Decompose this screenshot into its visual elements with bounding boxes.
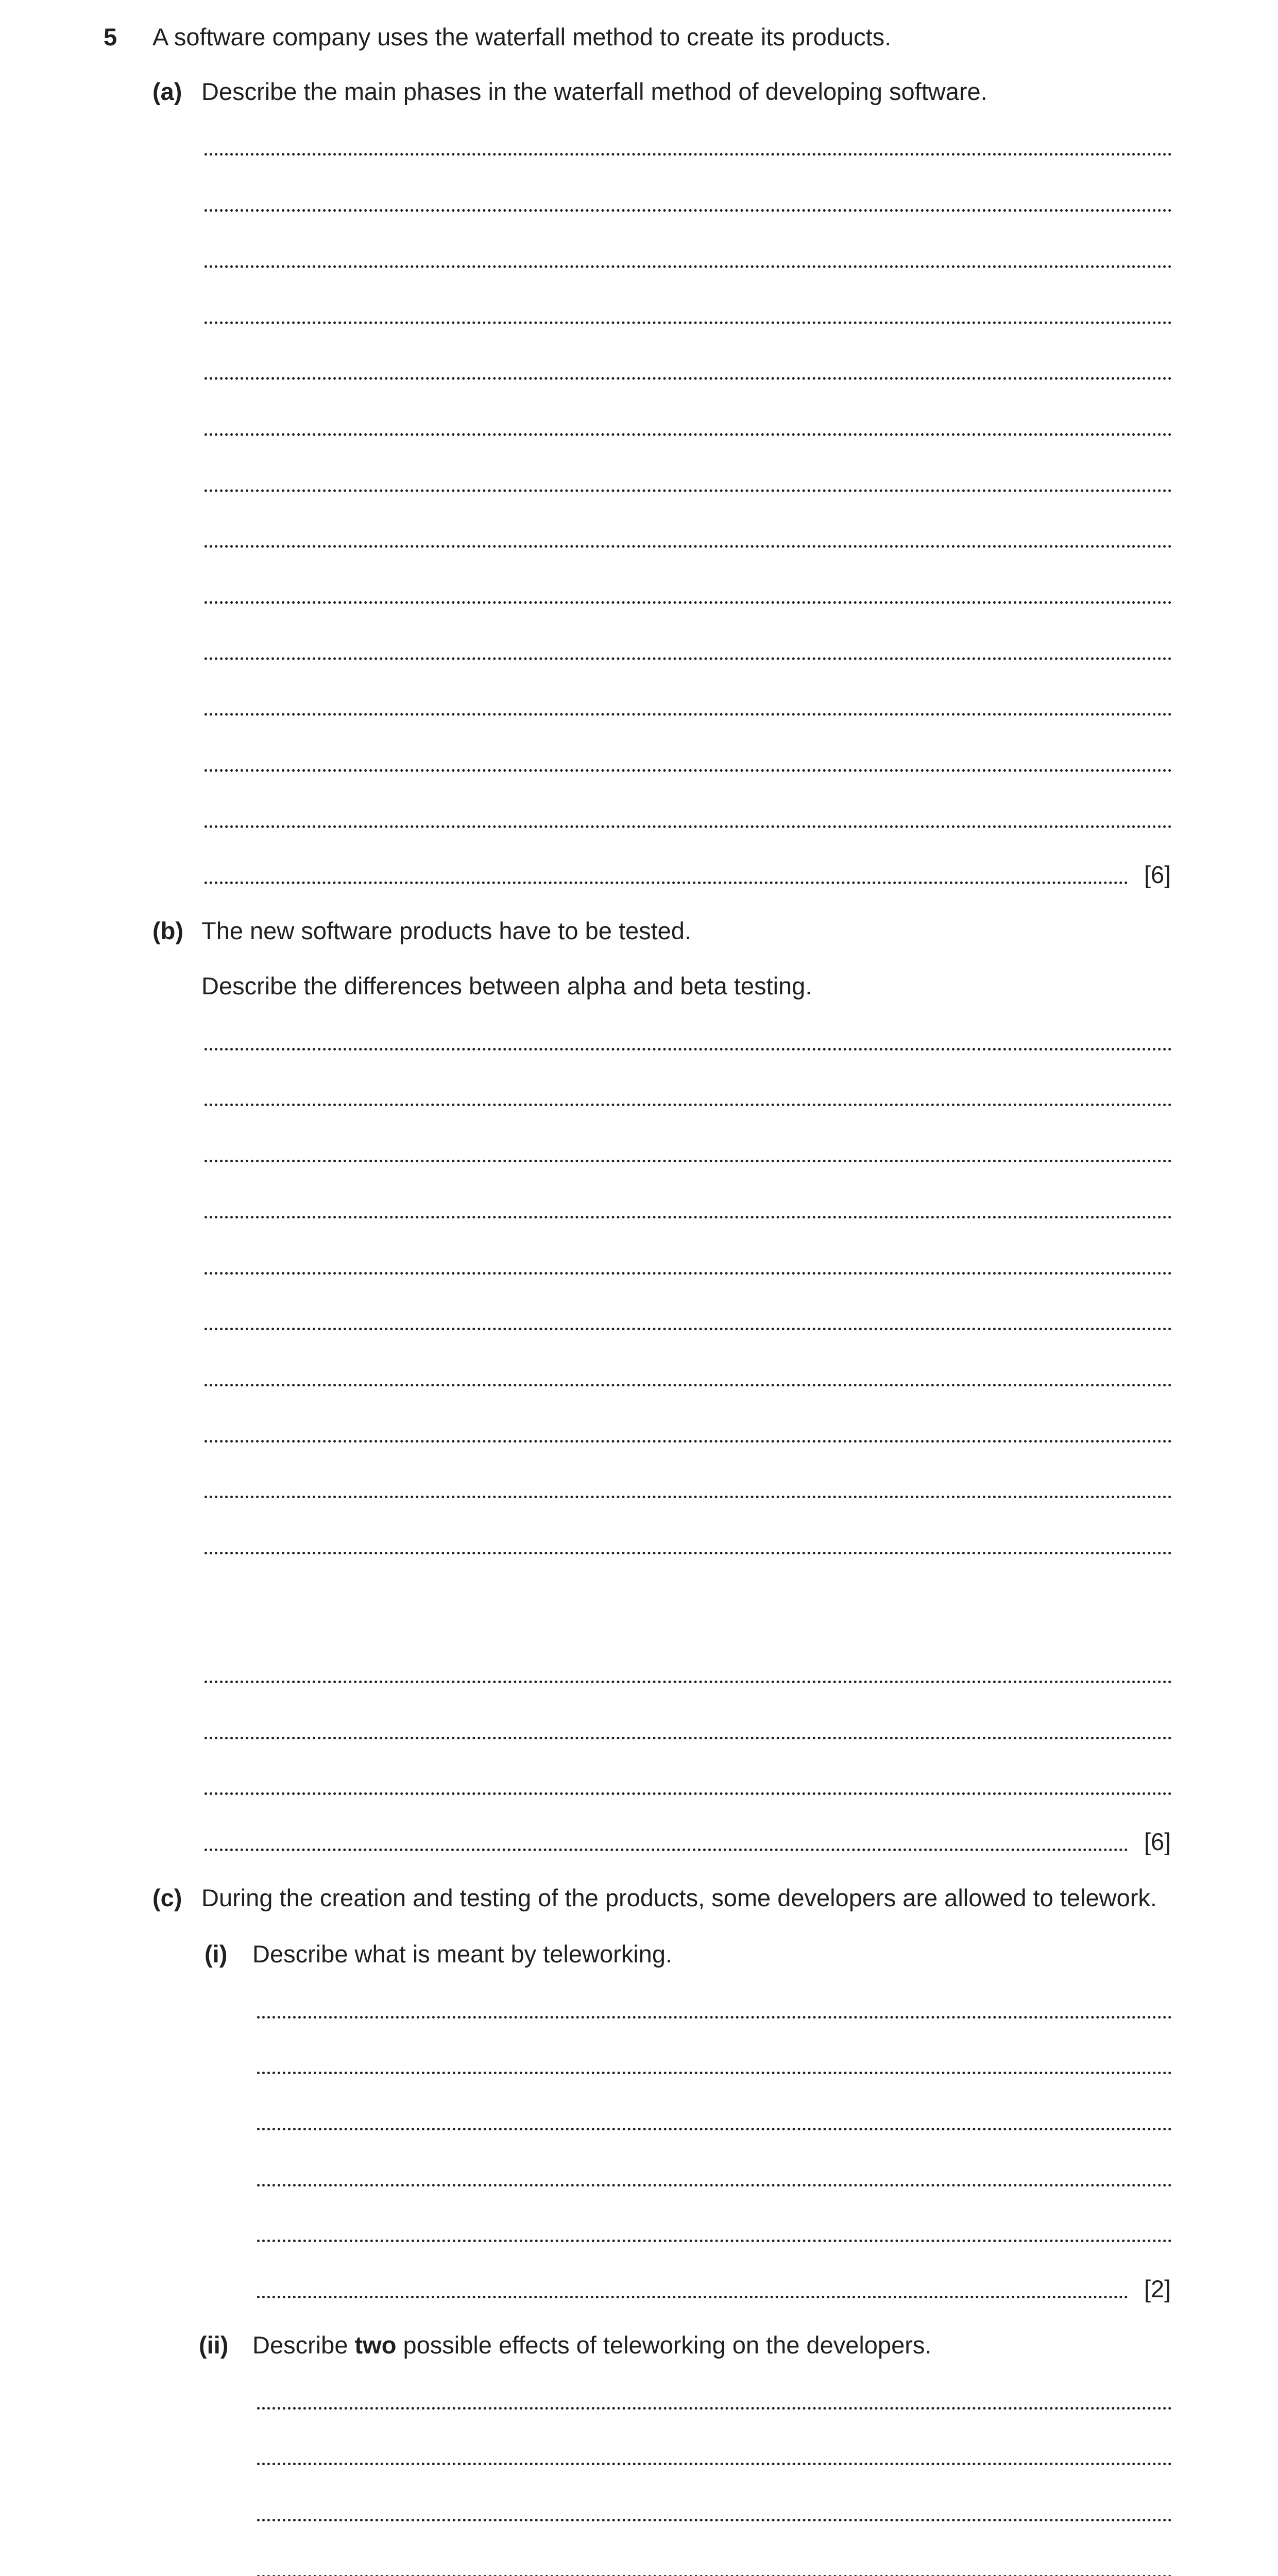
answer-line[interactable] [205,545,1172,548]
answer-line[interactable] [257,2296,1128,2298]
answer-line[interactable] [205,1440,1172,1443]
answer-line[interactable] [257,2519,1172,2521]
part-a-label: (a) [152,78,182,105]
answer-line[interactable] [205,769,1172,772]
answer-line[interactable] [205,153,1172,156]
part-b-intro: The new software products have to be tested. [201,917,691,944]
answer-line[interactable] [205,1328,1172,1330]
part-b-prompt: Describe the differences between alpha and beta testing. [201,972,812,999]
answer-line[interactable] [205,1849,1128,1851]
prompt-text: possible effects of teleworking on the developers. [396,2331,932,2359]
part-c-intro: During the creation and testing of the products, some developers are allowed to telework. [201,1884,1157,1911]
answer-line[interactable] [205,321,1172,324]
answer-line[interactable] [205,1496,1172,1498]
answer-line[interactable] [257,2463,1172,2465]
part-c-label: (c) [152,1884,182,1911]
answer-line[interactable] [205,1216,1172,1218]
answer-line[interactable] [205,1272,1172,1275]
part-b-label: (b) [152,917,184,944]
answer-line[interactable] [205,601,1172,604]
answer-line[interactable] [205,433,1172,436]
answer-line[interactable] [257,2128,1172,2130]
answer-line[interactable] [205,1104,1172,1106]
part-a-marks: [6] [1144,861,1171,888]
answer-line[interactable] [205,377,1172,380]
question-stem: A software company uses the waterfall method to create its products. [152,23,892,50]
answer-line[interactable] [205,657,1172,660]
answer-line[interactable] [205,1160,1172,1162]
answer-line[interactable] [257,2184,1172,2187]
emphasis-two: two [354,2331,397,2359]
answer-line[interactable] [205,489,1172,492]
answer-line[interactable] [205,209,1172,212]
answer-line[interactable] [205,1048,1172,1050]
part-c-ii-prompt [252,2331,931,2360]
answer-line[interactable] [205,882,1128,884]
answer-line[interactable] [257,2407,1172,2410]
part-b-marks: [6] [1144,1828,1171,1855]
answer-line[interactable] [205,1681,1172,1683]
answer-line[interactable] [257,2072,1172,2074]
prompt-text: Describe [252,2331,355,2359]
answer-line[interactable] [205,265,1172,268]
answer-line[interactable] [205,1384,1172,1386]
answer-line[interactable] [205,1737,1172,1739]
answer-line[interactable] [205,713,1172,716]
part-c-i-marks: [2] [1144,2275,1171,2302]
part-c-ii-label: (ii) [199,2331,229,2359]
answer-line[interactable] [205,1792,1172,1795]
part-c-i-label: (i) [205,1940,228,1968]
question-number: 5 [104,23,117,50]
answer-line[interactable] [205,1552,1172,1554]
answer-line[interactable] [257,2016,1172,2019]
part-c-i-prompt: Describe what is meant by teleworking. [252,1940,673,1968]
part-a-prompt: Describe the main phases in the waterfall method of developing software. [201,78,987,105]
answer-line[interactable] [205,825,1172,828]
answer-line[interactable] [257,2240,1172,2242]
